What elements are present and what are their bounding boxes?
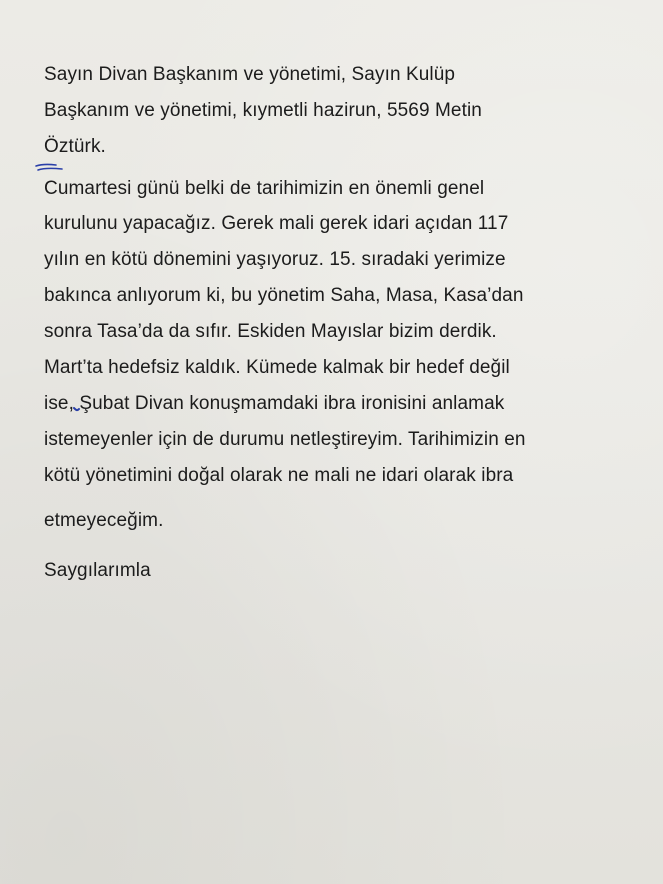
body-line: etmeyeceğim. xyxy=(44,510,164,531)
pen-mark-icon xyxy=(34,162,66,176)
pen-dot-icon xyxy=(72,405,82,415)
body-line: kötü yönetimini doğal olarak ne mali ne idari olarak ibra xyxy=(44,465,514,486)
greeting-line: Başkanım ve yönetimi, kıymetli hazirun, 5569 Metin xyxy=(44,100,482,121)
body-line: ise, Şubat Divan konuşmamdaki ibra ironisini anlamak xyxy=(44,393,505,414)
greeting-line: Sayın Divan Başkanım ve yönetimi, Sayın Kulüp xyxy=(44,64,456,85)
body-line: kurulunu yapacağız. Gerek mali gerek idari açıdan 117 xyxy=(44,213,509,234)
body-line: yılın en kötü dönemini yaşıyoruz. 15. sıradaki yerimize xyxy=(44,249,506,270)
greeting-line: Öztürk. xyxy=(44,136,106,157)
body-line: Cumartesi günü belki de tarihimizin en önemli genel xyxy=(44,178,485,199)
body-line: istemeyenler için de durumu netleştireyim. Tarihimizin en xyxy=(44,429,526,450)
body-line: Mart’ta hedefsiz kaldık. Kümede kalmak bir hedef değil xyxy=(44,357,510,378)
body-line: sonra Tasa’da da sıfır. Eskiden Mayıslar bizim derdik. xyxy=(44,321,497,342)
body-line: bakınca anlıyorum ki, bu yönetim Saha, Masa, Kasa’dan xyxy=(44,285,524,306)
closing-line: Saygılarımla xyxy=(44,560,151,581)
